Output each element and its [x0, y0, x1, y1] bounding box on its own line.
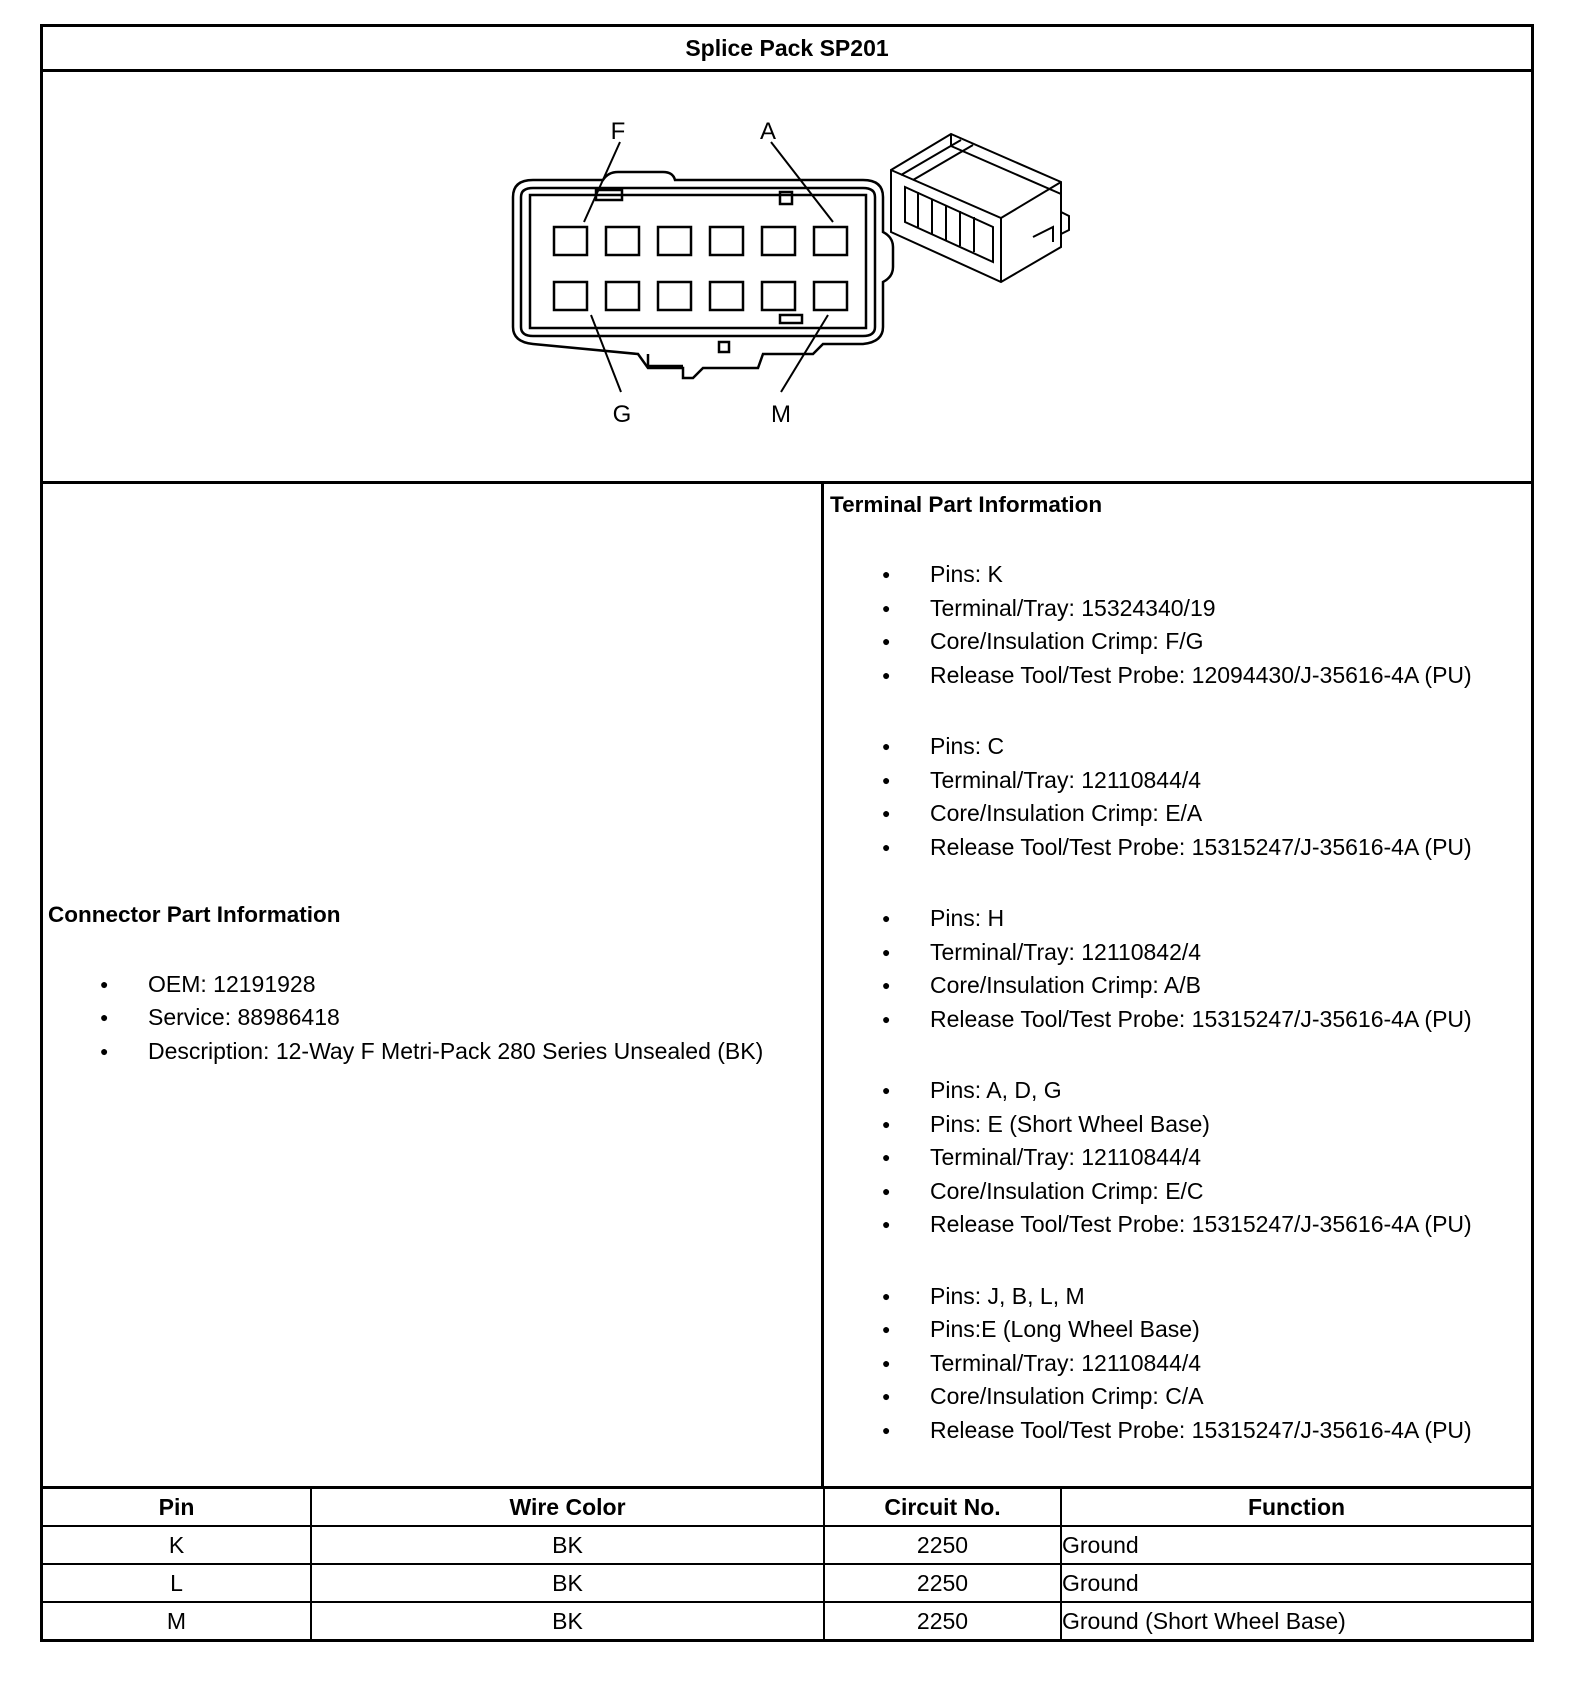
- terminal-info-item: ● Terminal/Tray: 12110844/4: [830, 1347, 1531, 1381]
- cell-pin: L: [43, 1564, 311, 1602]
- column-header-circuit-no: Circuit No.: [824, 1489, 1061, 1526]
- terminal-info-item: ● Terminal/Tray: 12110844/4: [830, 764, 1531, 798]
- terminal-info-item: ● Terminal/Tray: 15324340/19: [830, 592, 1531, 626]
- terminal-info-item: ● Pins: J, B, L, M: [830, 1280, 1531, 1314]
- terminal-info-item: ● Terminal/Tray: 12110844/4: [830, 1141, 1531, 1175]
- terminal-info-item: ● Core/Insulation Crimp: C/A: [830, 1380, 1531, 1414]
- terminal-info-item: ● Core/Insulation Crimp: E/A: [830, 797, 1531, 831]
- cell-function: Ground (Short Wheel Base): [1061, 1602, 1531, 1639]
- connector-part-info: [43, 484, 824, 1486]
- splice-pack-sheet: [40, 24, 1534, 1642]
- connector-face-illustration: [43, 72, 1531, 481]
- table-row: [43, 1564, 1531, 1602]
- connector-info-item: ● Description: 12-Way F Metri-Pack 280 Series Unsealed (BK): [48, 1035, 821, 1069]
- terminal-info-item: ● Release Tool/Test Probe: 15315247/J-35616-4A (PU): [830, 1003, 1531, 1037]
- table-row: [43, 1526, 1531, 1564]
- connector-isometric-illustration: [891, 134, 1069, 282]
- connector-info-list: [48, 968, 821, 1069]
- terminal-info-item: ● Release Tool/Test Probe: 12094430/J-35616-4A (PU): [830, 659, 1531, 693]
- terminal-info-item: ● Release Tool/Test Probe: 15315247/J-35616-4A (PU): [830, 831, 1531, 865]
- cell-circuit-no: 2250: [824, 1526, 1061, 1564]
- terminal-info-item: ● Pins: C: [830, 730, 1531, 764]
- cell-wire-color: BK: [311, 1564, 824, 1602]
- cell-wire-color: BK: [311, 1526, 824, 1564]
- terminal-info-item: ● Core/Insulation Crimp: E/C: [830, 1175, 1531, 1209]
- terminal-info-item: ● Release Tool/Test Probe: 15315247/J-35616-4A (PU): [830, 1414, 1531, 1448]
- cell-function: Ground: [1061, 1564, 1531, 1602]
- pin-table: [43, 1489, 1531, 1639]
- terminal-group: [830, 558, 1531, 692]
- connector-info-item: ● Service: 88986418: [48, 1001, 821, 1035]
- cell-function: Ground: [1061, 1526, 1531, 1564]
- cell-wire-color: BK: [311, 1602, 824, 1639]
- terminal-info-heading: Terminal Part Information: [830, 492, 1103, 517]
- cell-circuit-no: 2250: [824, 1564, 1061, 1602]
- terminal-group: [830, 1074, 1531, 1242]
- terminal-info-item: ● Release Tool/Test Probe: 15315247/J-35616-4A (PU): [830, 1208, 1531, 1242]
- terminal-info-item: ● Pins: K: [830, 558, 1531, 592]
- connector-info-item: ● OEM: 12191928: [48, 968, 821, 1002]
- pin-label-a: A: [759, 118, 777, 145]
- terminal-part-info: [824, 484, 1531, 1486]
- column-header-wire-color: Wire Color: [311, 1489, 824, 1526]
- table-row: [43, 1602, 1531, 1639]
- pin-label-m: M: [771, 401, 791, 428]
- terminal-group: [830, 902, 1531, 1036]
- cell-pin: M: [43, 1602, 311, 1639]
- terminal-info-item: ● Pins: E (Short Wheel Base): [830, 1108, 1531, 1142]
- table-header-row: [43, 1489, 1531, 1526]
- connector-diagram: [43, 72, 1531, 484]
- pin-label-f: F: [610, 118, 626, 145]
- column-header-pin: Pin: [43, 1489, 311, 1526]
- terminal-info-item: ● Pins: H: [830, 902, 1531, 936]
- terminal-group: [830, 1280, 1531, 1448]
- cell-circuit-no: 2250: [824, 1602, 1061, 1639]
- cell-pin: K: [43, 1526, 311, 1564]
- pin-label-g: G: [612, 401, 632, 428]
- terminal-info-item: ● Terminal/Tray: 12110842/4: [830, 936, 1531, 970]
- page-title: Splice Pack SP201: [43, 27, 1531, 72]
- terminal-info-item: ● Core/Insulation Crimp: F/G: [830, 625, 1531, 659]
- connector-info-heading: Connector Part Information: [48, 901, 341, 927]
- column-header-function: Function: [1061, 1489, 1531, 1526]
- terminal-info-item: ● Core/Insulation Crimp: A/B: [830, 969, 1531, 1003]
- terminal-info-item: ● Pins:E (Long Wheel Base): [830, 1313, 1531, 1347]
- terminal-info-item: ● Pins: A, D, G: [830, 1074, 1531, 1108]
- terminal-group: [830, 730, 1531, 864]
